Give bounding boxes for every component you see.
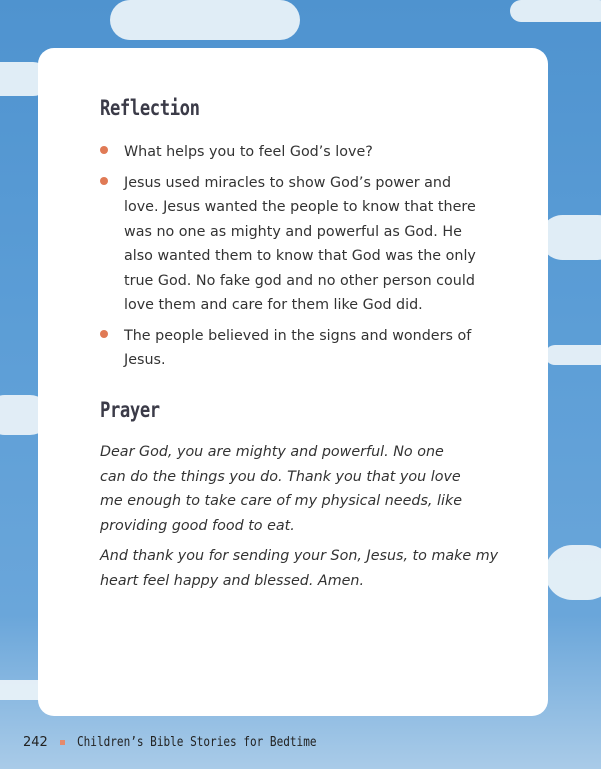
list-item: [100, 324, 520, 373]
text-line: Dear God, you are mighty and powerful. No one: [100, 444, 444, 460]
prayer-paragraph: [100, 440, 498, 538]
prayer-paragraph: [100, 544, 498, 593]
text-line: Jesus used miracles to show God’s power and: [124, 174, 452, 191]
cloud: [110, 0, 300, 40]
text-line: can do the things you do. Thank you that you love: [100, 468, 461, 485]
bullet-icon: [100, 146, 108, 154]
cloud: [510, 0, 601, 22]
text-line: love them and care for them like God did.: [124, 297, 423, 313]
list-item: [100, 140, 520, 165]
book-title: Children’s Bible Stories for Bedtime: [76, 735, 317, 750]
text-line: heart feel happy and blessed. Amen.: [100, 572, 365, 589]
text-line: me enough to take care of my physical needs, like: [100, 493, 463, 509]
content-card: [38, 48, 548, 716]
text-line: was no one as mighty and powerful as God. He: [124, 223, 462, 240]
cloud: [545, 345, 601, 365]
prayer-text: [100, 440, 498, 599]
text-line: The people believed in the signs and wonders of: [124, 327, 472, 344]
list-item: [100, 171, 520, 318]
text-line: true God. No fake god and no other person could: [124, 272, 475, 289]
text-line: love. Jesus wanted the people to know that there: [124, 199, 476, 215]
reflection-heading: Reflection: [100, 96, 200, 120]
text-line: What helps you to feel God’s love?: [124, 144, 373, 160]
cloud: [540, 215, 601, 260]
text-line: providing good food to eat.: [100, 517, 295, 534]
separator-icon: [60, 740, 65, 745]
page-footer: [23, 735, 359, 750]
prayer-heading: Prayer: [100, 398, 160, 422]
bullet-icon: [100, 177, 108, 185]
bullet-icon: [100, 330, 108, 338]
page-number: 242: [23, 735, 48, 750]
reflection-list: [100, 140, 520, 379]
text-line: And thank you for sending your Son, Jesus, to make my: [100, 548, 499, 564]
cloud: [545, 545, 601, 600]
text-line: also wanted them to know that God was the only: [124, 248, 476, 264]
text-line: Jesus.: [124, 352, 166, 368]
